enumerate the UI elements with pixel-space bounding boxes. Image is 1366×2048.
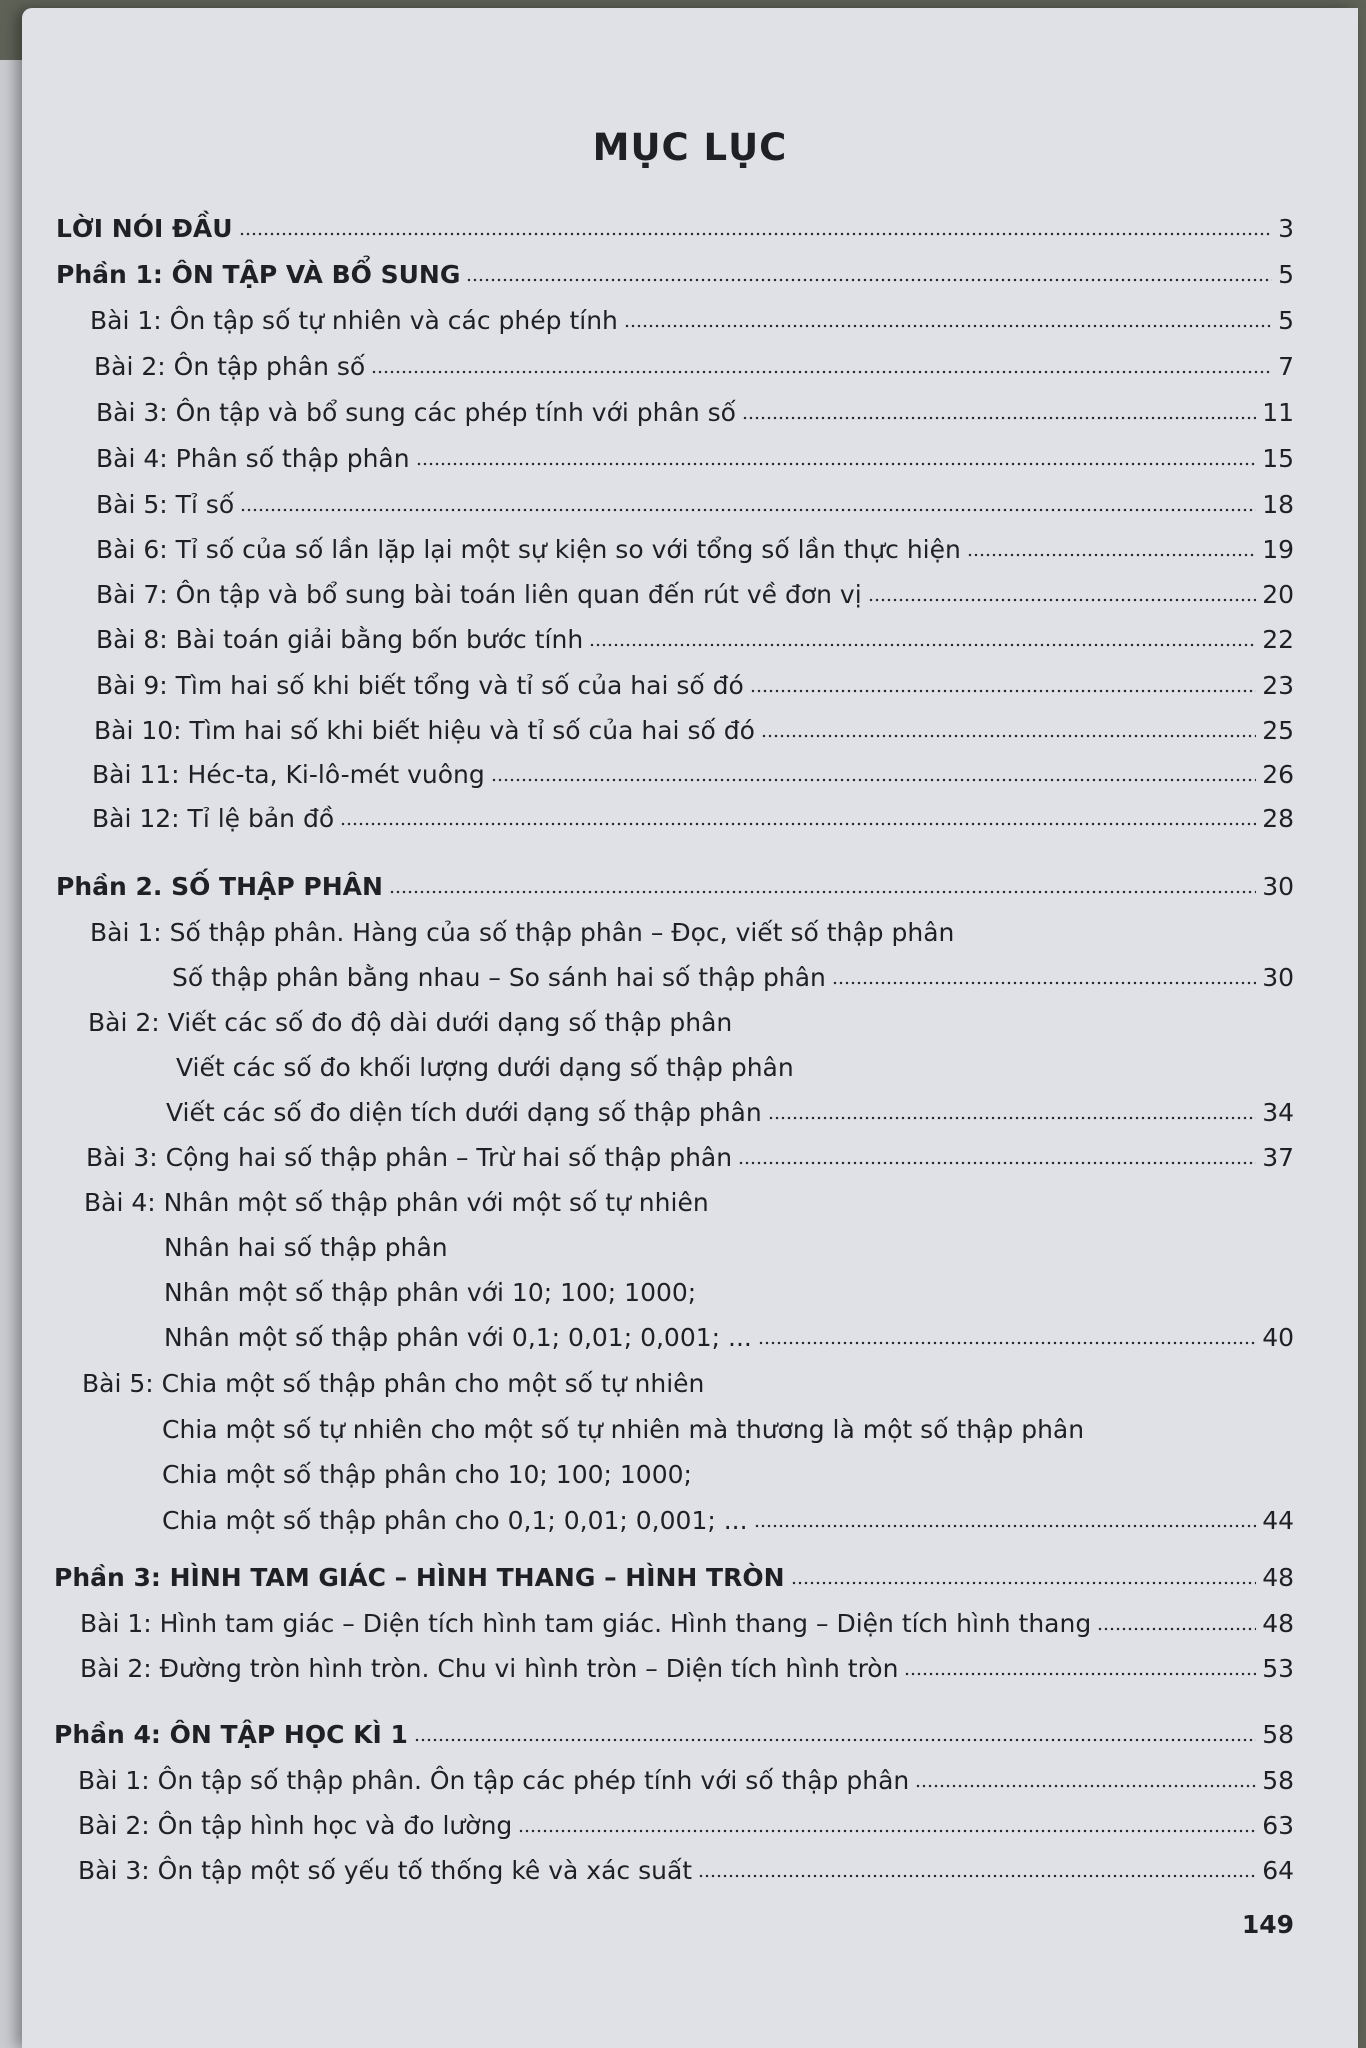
toc-entry-page: 25	[1262, 716, 1294, 745]
toc-entry-page: 5	[1278, 306, 1294, 335]
toc-entry-title: Số thập phân bằng nhau – So sánh hai số thập phân	[172, 963, 826, 992]
toc-entry-page: 34	[1262, 1098, 1294, 1127]
toc-entry	[176, 1045, 794, 1085]
toc-entry	[92, 796, 1294, 836]
toc-leader-dots	[389, 889, 1256, 895]
toc-entry-title: Bài 2: Đường tròn hình tròn. Chu vi hình tròn – Diện tích hình tròn	[80, 1654, 899, 1683]
toc-leader-dots	[340, 821, 1256, 827]
previous-page-edge	[0, 60, 22, 2048]
toc-entry-page: 58	[1262, 1766, 1294, 1795]
toc-entry	[86, 1135, 1294, 1175]
toc-entry-page: 30	[1262, 872, 1294, 901]
toc-entry-title: Phần 2. SỐ THẬP PHÂN	[56, 872, 383, 901]
toc-entry	[90, 910, 954, 950]
toc-leader-dots	[750, 688, 1256, 694]
book-page	[22, 8, 1358, 2048]
toc-entry-title: Nhân hai số thập phân	[164, 1233, 448, 1262]
toc-entry-title: Chia một số tự nhiên cho một số tự nhiên mà thương là một số thập phân	[162, 1415, 1085, 1444]
toc-entry	[94, 708, 1294, 748]
toc-entry-title: Bài 1: Ôn tập số tự nhiên và các phép tính	[90, 306, 618, 335]
toc-entry	[164, 1270, 696, 1310]
toc-entry-title: Nhân một số thập phân với 10; 100; 1000;	[164, 1278, 697, 1307]
toc-entry	[92, 752, 1294, 792]
toc-entry-title: Bài 5: Tỉ số	[96, 490, 235, 519]
toc-entry-title: Bài 1: Hình tam giác – Diện tích hình tam giác. Hình thang – Diện tích hình thang	[80, 1609, 1092, 1638]
toc-leader-dots	[491, 777, 1256, 783]
toc-entry-title: Chia một số thập phân cho 10; 100; 1000;	[162, 1460, 692, 1489]
toc-entry	[96, 663, 1294, 703]
toc-entry-page: 48	[1262, 1609, 1294, 1638]
toc-entry-page: 64	[1262, 1856, 1294, 1885]
toc-leader-dots	[416, 461, 1257, 467]
page-title: MỤC LỤC	[592, 126, 788, 169]
toc-entry	[96, 390, 1294, 430]
toc-entry-page: 5	[1278, 260, 1294, 289]
toc-entry	[88, 1000, 732, 1040]
toc-entry	[80, 1646, 1294, 1686]
toc-entry-page: 18	[1262, 490, 1294, 519]
toc-entry	[78, 1848, 1294, 1888]
toc-leader-dots	[915, 1783, 1256, 1789]
toc-entry-title: Bài 2: Ôn tập phân số	[94, 352, 366, 381]
toc-entry-page: 44	[1262, 1506, 1294, 1535]
toc-leader-dots	[738, 1160, 1256, 1166]
toc-entry-title: Bài 7: Ôn tập và bổ sung bài toán liên quan đến rút về đơn vị	[96, 580, 862, 609]
toc-entry-title: Bài 8: Bài toán giải bằng bốn bước tính	[96, 625, 584, 654]
toc-entry	[80, 1601, 1294, 1641]
toc-entry-title: Bài 6: Tỉ số của số lần lặp lại một sự kiện so với tổng số lần thực hiện	[96, 535, 961, 564]
toc-entry	[54, 1555, 1294, 1595]
toc-entry-title: Viết các số đo diện tích dưới dạng số thập phân	[166, 1098, 762, 1127]
toc-entry-page: 37	[1262, 1143, 1294, 1172]
toc-entry-title: Bài 10: Tìm hai số khi biết hiệu và tỉ số của hai số đó	[94, 716, 755, 745]
toc-leader-dots	[414, 1737, 1256, 1743]
toc-entry-title: Viết các số đo khối lượng dưới dạng số thập phân	[176, 1053, 794, 1082]
toc-leader-dots	[832, 980, 1256, 986]
toc-leader-dots	[698, 1873, 1256, 1879]
toc-entry-title: Bài 2: Viết các số đo độ dài dưới dạng số thập phân	[88, 1008, 733, 1037]
toc-leader-dots	[791, 1580, 1257, 1586]
toc-entry	[162, 1498, 1294, 1538]
toc-entry	[56, 864, 1294, 904]
toc-entry-page: 7	[1278, 352, 1294, 381]
toc-entry	[82, 1361, 704, 1401]
toc-entry	[164, 1225, 448, 1265]
toc-entry-title: Phần 1: ÔN TẬP VÀ BỔ SUNG	[56, 260, 461, 289]
toc-entry	[96, 436, 1294, 476]
toc-entry-title: Bài 3: Ôn tập một số yếu tố thống kê và xác suất	[78, 1856, 693, 1885]
toc-entry	[94, 344, 1294, 384]
toc-entry-page: 26	[1262, 760, 1294, 789]
toc-leader-dots	[1097, 1626, 1256, 1632]
toc-entry	[162, 1452, 692, 1492]
toc-leader-dots	[742, 415, 1256, 421]
toc-leader-dots	[466, 277, 1272, 283]
toc-entry-title: Chia một số thập phân cho 0,1; 0,01; 0,001; ...	[162, 1506, 748, 1535]
toc-entry	[166, 1090, 1294, 1130]
toc-entry-title: Bài 3: Cộng hai số thập phân – Trừ hai số thập phân	[86, 1143, 733, 1172]
toc-entry-page: 19	[1262, 535, 1294, 564]
toc-entry	[54, 1712, 1294, 1752]
toc-leader-dots	[240, 507, 1256, 513]
table-of-contents	[22, 8, 1358, 2048]
toc-leader-dots	[754, 1523, 1257, 1529]
toc-leader-dots	[904, 1671, 1256, 1677]
toc-entry	[78, 1758, 1294, 1798]
toc-entry-title: Bài 2: Ôn tập hình học và đo lường	[78, 1811, 513, 1840]
toc-leader-dots	[761, 733, 1256, 739]
toc-entry	[96, 617, 1294, 657]
toc-entry-title: Nhân một số thập phân với 0,1; 0,01; 0,001; ...	[164, 1323, 752, 1352]
toc-leader-dots	[371, 369, 1272, 375]
toc-entry-title: Phần 4: ÔN TẬP HỌC KÌ 1	[54, 1720, 408, 1749]
toc-entry-page: 15	[1262, 444, 1294, 473]
toc-entry-title: Bài 11: Héc-ta, Ki-lô-mét vuông	[92, 760, 485, 789]
toc-entry-page: 11	[1262, 398, 1294, 427]
toc-entry-page: 28	[1262, 804, 1294, 833]
toc-leader-dots	[239, 231, 1273, 237]
toc-entry	[96, 572, 1294, 612]
toc-entry-title: Bài 4: Nhân một số thập phân với một số tự nhiên	[84, 1188, 709, 1217]
toc-leader-dots	[624, 323, 1272, 329]
toc-leader-dots	[967, 552, 1256, 558]
toc-leader-dots	[758, 1340, 1256, 1346]
toc-leader-dots	[768, 1115, 1256, 1121]
toc-entry	[56, 252, 1294, 292]
toc-entry-title: Bài 1: Ôn tập số thập phân. Ôn tập các phép tính với số thập phân	[78, 1766, 910, 1795]
toc-leader-dots	[589, 642, 1256, 648]
toc-leader-dots	[868, 597, 1257, 603]
toc-entry-title: Bài 5: Chia một số thập phân cho một số tự nhiên	[82, 1369, 705, 1398]
toc-entry	[96, 527, 1294, 567]
toc-entry	[78, 1803, 1294, 1843]
toc-entry-title: Bài 9: Tìm hai số khi biết tổng và tỉ số của hai số đó	[96, 671, 744, 700]
toc-entry	[84, 1180, 709, 1220]
page-number: 149	[1241, 1910, 1294, 1939]
toc-entry-title: Bài 4: Phân số thập phân	[96, 444, 410, 473]
toc-entry-page: 58	[1262, 1720, 1294, 1749]
toc-entry	[164, 1315, 1294, 1355]
toc-entry-title: Phần 3: HÌNH TAM GIÁC – HÌNH THANG – HÌNH TRÒN	[54, 1563, 785, 1592]
toc-entry-page: 63	[1262, 1811, 1294, 1840]
toc-entry-page: 22	[1262, 625, 1294, 654]
toc-entry-page: 30	[1262, 963, 1294, 992]
toc-entry-page: 48	[1262, 1563, 1294, 1592]
toc-entry-title: Bài 1: Số thập phân. Hàng của số thập phân – Đọc, viết số thập phân	[90, 918, 955, 947]
toc-entry-page: 40	[1262, 1323, 1294, 1352]
toc-entry	[56, 206, 1294, 246]
toc-entry-title: LỜI NÓI ĐẦU	[56, 214, 233, 243]
toc-entry	[162, 1407, 1084, 1447]
toc-entry-page: 23	[1262, 671, 1294, 700]
toc-entry	[172, 955, 1294, 995]
toc-entry-title: Bài 3: Ôn tập và bổ sung các phép tính với phân số	[96, 398, 736, 427]
toc-entry-page: 20	[1262, 580, 1294, 609]
toc-entry-title: Bài 12: Tỉ lệ bản đồ	[92, 804, 335, 833]
toc-entry	[90, 298, 1294, 338]
toc-entry-page: 3	[1278, 214, 1294, 243]
toc-entry	[96, 482, 1294, 522]
toc-leader-dots	[518, 1828, 1256, 1834]
toc-entry-page: 53	[1262, 1654, 1294, 1683]
